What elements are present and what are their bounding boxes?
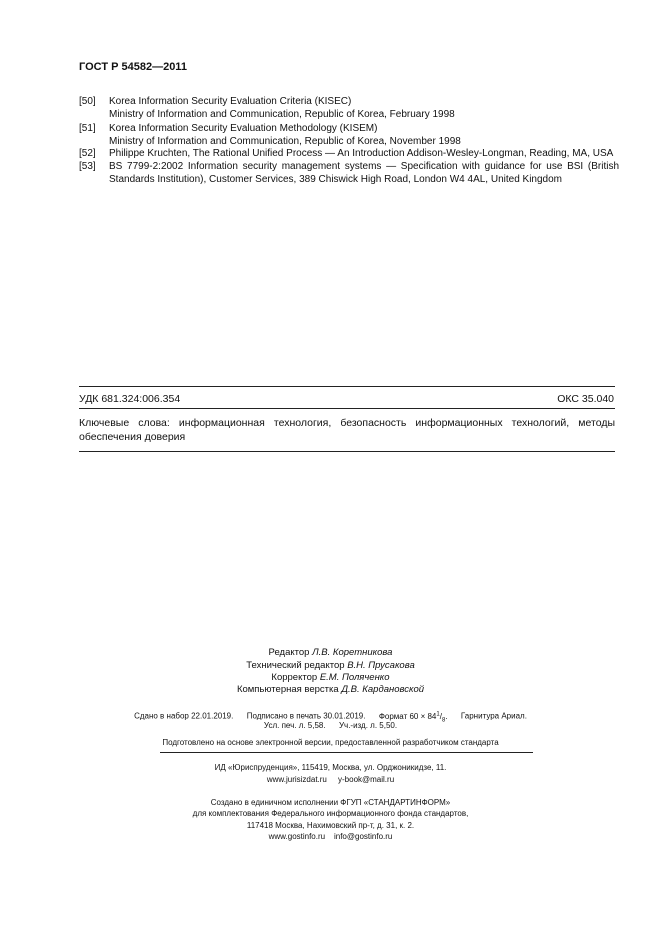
editor-role: Редактор [268,647,310,658]
reference-item [79,122,619,148]
reference-number: [51] [79,123,96,134]
layout-role: Компьютерная верстка [236,684,339,695]
reference-publisher: Ministry of Information and Communication, Republic of Korea, February 1998 [109,109,455,120]
divider-bottom [79,451,615,452]
sheets-line [0,720,661,732]
creator-site-link[interactable]: www.gostinfo.ru [268,832,326,841]
corrector-role: Корректор [271,672,318,683]
format: Формат $60 \times 84^1/_8$. [378,711,448,724]
pub-sheets: Уч.-изд. л. 5,50. [338,721,398,730]
publisher-site-link[interactable]: www.jurisizdat.ru [266,775,327,784]
creator-email-link[interactable]: info@gostinfo.ru [333,832,393,841]
divider-footer [160,752,533,753]
oks-code: ОКС 35.040 [557,393,614,405]
creator-address: 117418 Москва, Нахимовский пр-т, д. 31, к. 2. [246,821,415,830]
reference-publisher: Ministry of Information and Communication, Republic of Korea, November 1998 [109,136,461,147]
reference-number: [53] [79,161,96,172]
divider-middle [79,408,615,409]
reference-number: [52] [79,148,96,159]
udk-code: УДК 681.324:006.354 [79,393,181,405]
layout-line [0,683,661,696]
tech-editor-name: В.Н. Прусакова [347,660,415,671]
reference-item [79,95,619,121]
reference-number: [50] [79,96,96,107]
reference-item [79,160,619,186]
creator-line-1: Создано в единичном исполнении ФГУП «СТАНДАРТИНФОРМ» [210,798,451,807]
typeface: Гарнитура Ариал. [460,711,527,721]
document-header: ГОСТ Р 54582—2011 [79,61,187,73]
corrector-name: Е.М. Поляченко [319,672,390,683]
publisher-email-link[interactable]: y-book@mail.ru [338,775,395,784]
tech-editor-role: Технический редактор [246,660,345,671]
editor-line [0,646,661,659]
reference-title: Korea Information Security Evaluation Methodology (KISEM) [109,123,378,134]
creator-line-2: для комплектования Федерального информационного фонда стандартов, [192,809,469,818]
reference-title: Korea Information Security Evaluation Criteria (KISEC) [109,96,352,107]
prepared-note: Подготовлено на основе электронной версии, предоставленной разработчиком стандарта [162,738,499,747]
publisher-contacts [0,774,661,786]
reference-title: BS 7799-2:2002 Information security management systems — Specification with guidance for use BSI (British Standards Institution), Customer Services, 389 Chiswick High Road, London W4 4AL, United Kingdom [109,161,619,185]
print-sheets: Усл. печ. л. 5,58. [263,721,326,730]
editor-name: Л.В. Коретникова [312,647,393,658]
layout-name: Д.В. Кардановской [341,684,425,695]
keywords: Ключевые слова: информационная технология, безопасность информационных технологий, методы обеспечения доверия [79,417,615,443]
reference-title: Philippe Kruchten, The Rational Unified Process — An Introduction Addison-Wesley-Longman, Reading, MA, USA [109,148,614,159]
sent-date: Сдано в набор 22.01.2019. [134,711,234,721]
divider-top [79,386,615,387]
creator-contacts [0,831,661,843]
publisher-address: ИД «Юриспруденция», 115419, Москва, ул. Орджоникидзе, 11. [214,763,447,772]
reference-item [79,147,619,160]
signed-date: Подписано в печать 30.01.2019. [246,711,366,721]
